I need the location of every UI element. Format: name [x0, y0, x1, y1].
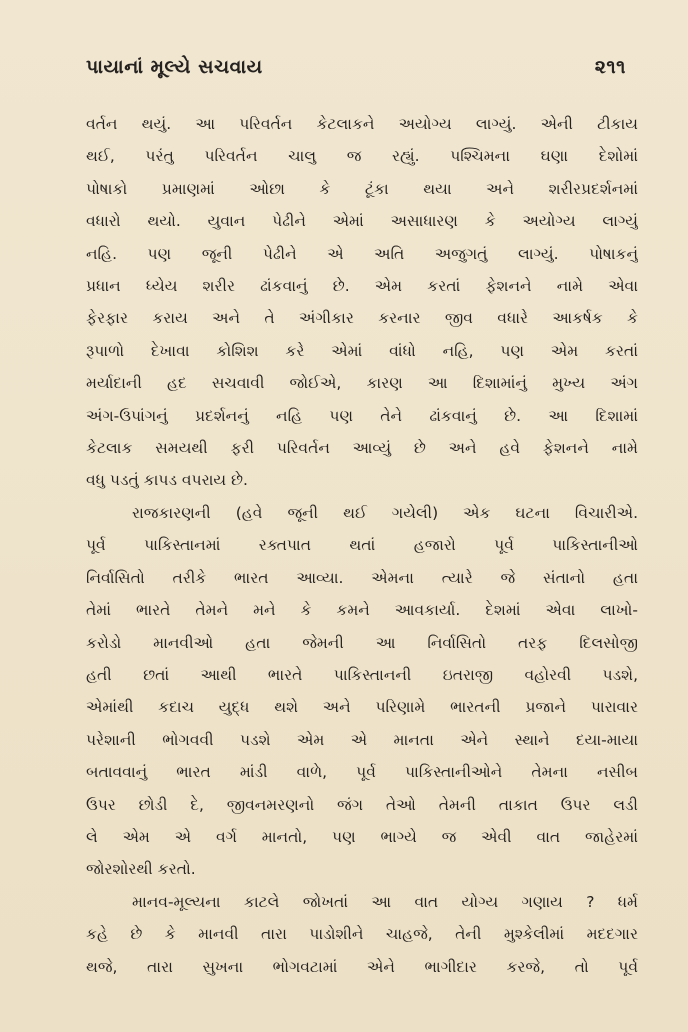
text-line: થજે, તારા સુખના ભોગવટામાં એને ભાગીદાર કરજે, તો પૂર્વ — [86, 957, 638, 976]
text-line: પ્રધાન ધ્યેય શરીર ઢાંકવાનું છે. એમ કરતાં ફેશનને નામે એવા — [86, 277, 638, 296]
text-line: વધારો થયો. યુવાન પેઢીને એમાં અસાધારણ કે અયોગ્ય લાગ્યું — [86, 212, 638, 231]
text-line: પૂર્વ પાકિસ્તાનમાં રક્તપાત થતાં હજારો પૂર્વ પાકિસ્તાનીઓ — [86, 536, 638, 555]
text-line: બતાવવાનું ભારત માંડી વાળે, પૂર્વ પાકિસ્તાનીઓને તેમના નસીબ — [86, 763, 638, 782]
text-line: અંગ-ઉપાંગનું પ્રદર્શનનું નહિ પણ તેને ઢાંકવાનું છે. આ દિશામાં — [86, 406, 638, 425]
running-header — [86, 56, 626, 86]
text-line: લે એમ એ વર્ગ માનતો, પણ ભાગ્યે જ એવી વાત જાહેરમાં — [86, 827, 638, 846]
paragraph-2 — [86, 497, 638, 886]
text-line: થઈ, પરંતુ પરિવર્તન ચાલુ જ રહ્યું. પશ્ચિમના ઘણા દેશોમાં — [86, 147, 638, 166]
text-line: વધુ પડતું કાપડ વપરાય છે. — [86, 471, 248, 490]
text-line: પરેશાની ભોગવવી પડશે એમ એ માનતા એને સ્થાને દયા-માયા — [86, 730, 638, 749]
text-line: પોષાકો પ્રમાણમાં ઓછા કે ટૂંકા થયા અને શરીરપ્રદર્શનમાં — [86, 179, 638, 198]
text-line: વર્તન થયું. આ પરિવર્તન કેટલાકને અયોગ્ય લાગ્યું. એની ટીકાય — [86, 115, 638, 133]
text-line: રૂપાળો દેખાવા કોશિશ કરે એમાં વાંધો નહિ, પણ એમ કરતાં — [86, 341, 638, 360]
text-line: ઉપર છોડી દે, જીવનમરણનો જંગ તેઓ તેમની તાકાત ઉપર લડી — [86, 795, 638, 814]
text-line: ફેરફાર કરાય અને તે અંગીકાર કરનાર જીવ વધારે આકર્ષક કે — [86, 309, 638, 328]
text-line: રાજકારણની (હવે જૂની થઈ ગયેલી) એક ઘટના વિચારીએ. — [132, 503, 638, 522]
text-line: જોરશોરથી કરતો. — [86, 860, 196, 879]
text-line: કેટલાક સમયથી ફરી પરિવર્તન આવ્યું છે અને હવે ફેશનને નામે — [86, 439, 638, 458]
body-text — [86, 108, 638, 983]
text-line: તેમાં ભારતે તેમને મને કે કમને આવકાર્યા. દેશમાં એવા લાખો- — [86, 601, 638, 620]
text-line: માનવ-મૂલ્યના કાટલે જોખતાં આ વાત યોગ્ય ગણાય ? ધર્મ — [132, 892, 638, 911]
page-number: ૨૧૧ — [594, 56, 626, 78]
text-line: હતી છતાં આથી ભારતે પાકિસ્તાનની ઇતરાજી વહોરવી પડશે, — [86, 665, 638, 684]
text-line: નહિ. પણ જૂની પેઢીને એ અતિ અજુગતું લાગ્યું. પોષાકનું — [86, 244, 638, 263]
chapter-title: પાયાનાં મૂલ્યે સચવાય — [86, 56, 263, 78]
text-line: કરોડો માનવીઓ હતા જેમની આ નિર્વાસિતો તરફ દિલસોજી — [86, 633, 638, 652]
paragraph-3 — [86, 886, 638, 983]
text-line: મર્યાદાની હદ સચવાવી જોઈએ, કારણ આ દિશામાંનું મુખ્ય અંગ — [86, 374, 638, 393]
text-line: નિર્વાસિતો તરીકે ભારત આવ્યા. એમના ત્યારે જે સંતાનો હતા — [86, 568, 638, 587]
paragraph-1 — [86, 108, 638, 497]
text-line: એમાંથી કદાચ યુદ્ધ થશે અને પરિણામે ભારતની પ્રજાને પારાવાર — [86, 698, 638, 717]
text-line: કહે છે કે માનવી તારા પાડોશીને ચાહજે, તેની મુશ્કેલીમાં મદદગાર — [86, 925, 638, 944]
